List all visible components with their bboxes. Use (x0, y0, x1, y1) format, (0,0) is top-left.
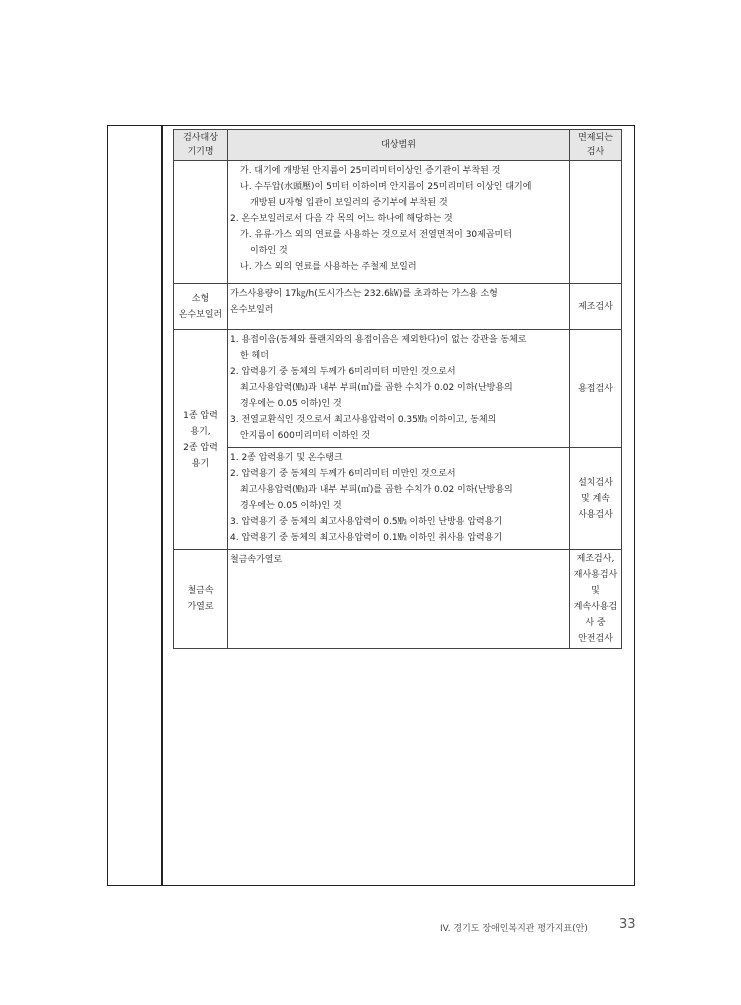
equipment-cell (174, 550, 228, 649)
exempt-line: 및 계속 (581, 493, 610, 504)
scope-line: 최고사용압력(㎫)과 내부 부피(㎥)를 곱한 수치가 0.02 이하(난방용의 (240, 485, 513, 495)
inspection-exemption-table (173, 129, 622, 649)
scope-line: 온수보일러 (230, 305, 274, 315)
table-row (174, 330, 622, 448)
table-row (174, 448, 622, 550)
table-row (174, 550, 622, 649)
scope-line: 3. 전열교환식인 것으로서 최고사용압력이 0.35㎫ 이하이고, 동체의 (230, 415, 497, 425)
header-exempt-line: 면제되는 (578, 133, 613, 143)
equipment-cell-empty (174, 161, 228, 284)
margin-divider (161, 125, 163, 886)
header-exempt (570, 130, 622, 161)
scope-line: 나. 가스 외의 연료를 사용하는 주철제 보일러 (240, 262, 417, 272)
scope-line: 한 헤더 (240, 351, 269, 361)
header-equipment-line: 검사대상 (183, 133, 218, 143)
equipment-name-line: 가열로 (187, 602, 214, 612)
equipment-name-line: 2종 압력 (183, 442, 218, 453)
header-scope: 대상범위 (228, 130, 570, 161)
scope-line: 경우에는 0.05 이하)인 것 (240, 399, 342, 409)
equipment-name-line: 온수보일러 (178, 309, 223, 320)
exempt-line: 사용검사 (578, 509, 613, 520)
scope-cell (228, 550, 570, 649)
table-row (174, 284, 622, 330)
page-number: 33 (619, 917, 636, 932)
equipment-name-line: 용기, (190, 426, 211, 437)
exempt-cell: 용접검사 (570, 330, 622, 448)
scope-line: 2. 압력용기 중 동체의 두께가 6미리미터 미만인 것으로서 (230, 469, 456, 479)
header-exempt-line: 검사 (586, 147, 605, 157)
header-equipment (174, 130, 228, 161)
scope-line: 가. 대기에 개방된 안지름이 25미리미터이상인 증기관이 부착된 것 (240, 166, 501, 176)
scope-line: 가스사용량이 17㎏/h(도시가스는 232.6㎾)를 초과하는 가스용 소형 (230, 289, 498, 299)
scope-cell (228, 161, 570, 284)
equipment-name-line: 1종 압력 (183, 410, 218, 421)
scope-line: 경우에는 0.05 이하)인 것 (240, 501, 342, 511)
header-equipment-line: 기기명 (187, 147, 214, 157)
scope-line: 4. 압력용기 중 동체의 최고사용압력이 0.1㎫ 이하인 취사용 압력용기 (230, 533, 503, 543)
scope-cell (228, 448, 570, 550)
exempt-line: 사 중 (585, 618, 606, 628)
scope-line: 안지름이 600미리미터 이하인 것 (240, 431, 371, 441)
exempt-line: 설치검사 (578, 477, 613, 488)
equipment-name-line: 철금속 (187, 586, 214, 596)
equipment-name-line: 소형 (191, 293, 210, 304)
exempt-cell (570, 550, 622, 649)
scope-line: 철금속가열로 (230, 555, 283, 565)
exempt-line: 계속사용검 (573, 602, 618, 612)
scope-line: 나. 수두압(水頭壓)이 5미터 이하이며 안지름이 25미리미터 이상인 대기에 (240, 182, 532, 192)
equipment-cell (174, 284, 228, 330)
scope-line: 3. 압력용기 중 동체의 최고사용압력이 0.5㎫ 이하인 난방용 압력용기 (230, 517, 503, 527)
scope-cell (228, 284, 570, 330)
scope-line: 1. 용접이음(동체와 플랜지와의 용접이음은 제외한다)이 없는 강관을 동체로 (230, 335, 527, 345)
exempt-cell: 제조검사 (570, 284, 622, 330)
table-header-row (174, 130, 622, 161)
exempt-line: 재사용검사 (573, 570, 618, 580)
scope-line: 이하인 것 (250, 246, 288, 256)
scope-line: 최고사용압력(㎫)과 내부 부피(㎥)를 곱한 수치가 0.02 이하(난방용의 (240, 383, 513, 393)
equipment-cell (174, 330, 228, 550)
exempt-line: 및 (591, 586, 600, 596)
scope-line: 1. 2종 압력용기 및 온수탱크 (230, 453, 343, 463)
exempt-cell (570, 448, 622, 550)
exempt-line: 안전검사 (578, 634, 613, 644)
scope-line: 2. 압력용기 중 동체의 두께가 6미리미터 미만인 것으로서 (230, 367, 456, 377)
table-row (174, 161, 622, 284)
exempt-line: 제조검사, (576, 554, 615, 564)
equipment-name-line: 용기 (191, 458, 210, 469)
footer-section-title: IV. 경기도 장애인복지관 평가지표(안) (440, 924, 588, 934)
scope-line: 개방된 U자형 입관이 보일러의 증기부에 부착된 것 (250, 198, 448, 208)
scope-line: 가. 유류·가스 외의 연료를 사용하는 것으로서 전열면적이 30제곱미터 (240, 230, 512, 240)
scope-cell (228, 330, 570, 448)
scope-line: 2. 온수보일러로서 다음 각 목의 어느 하나에 해당하는 것 (230, 214, 453, 224)
exempt-cell-empty (570, 161, 622, 284)
